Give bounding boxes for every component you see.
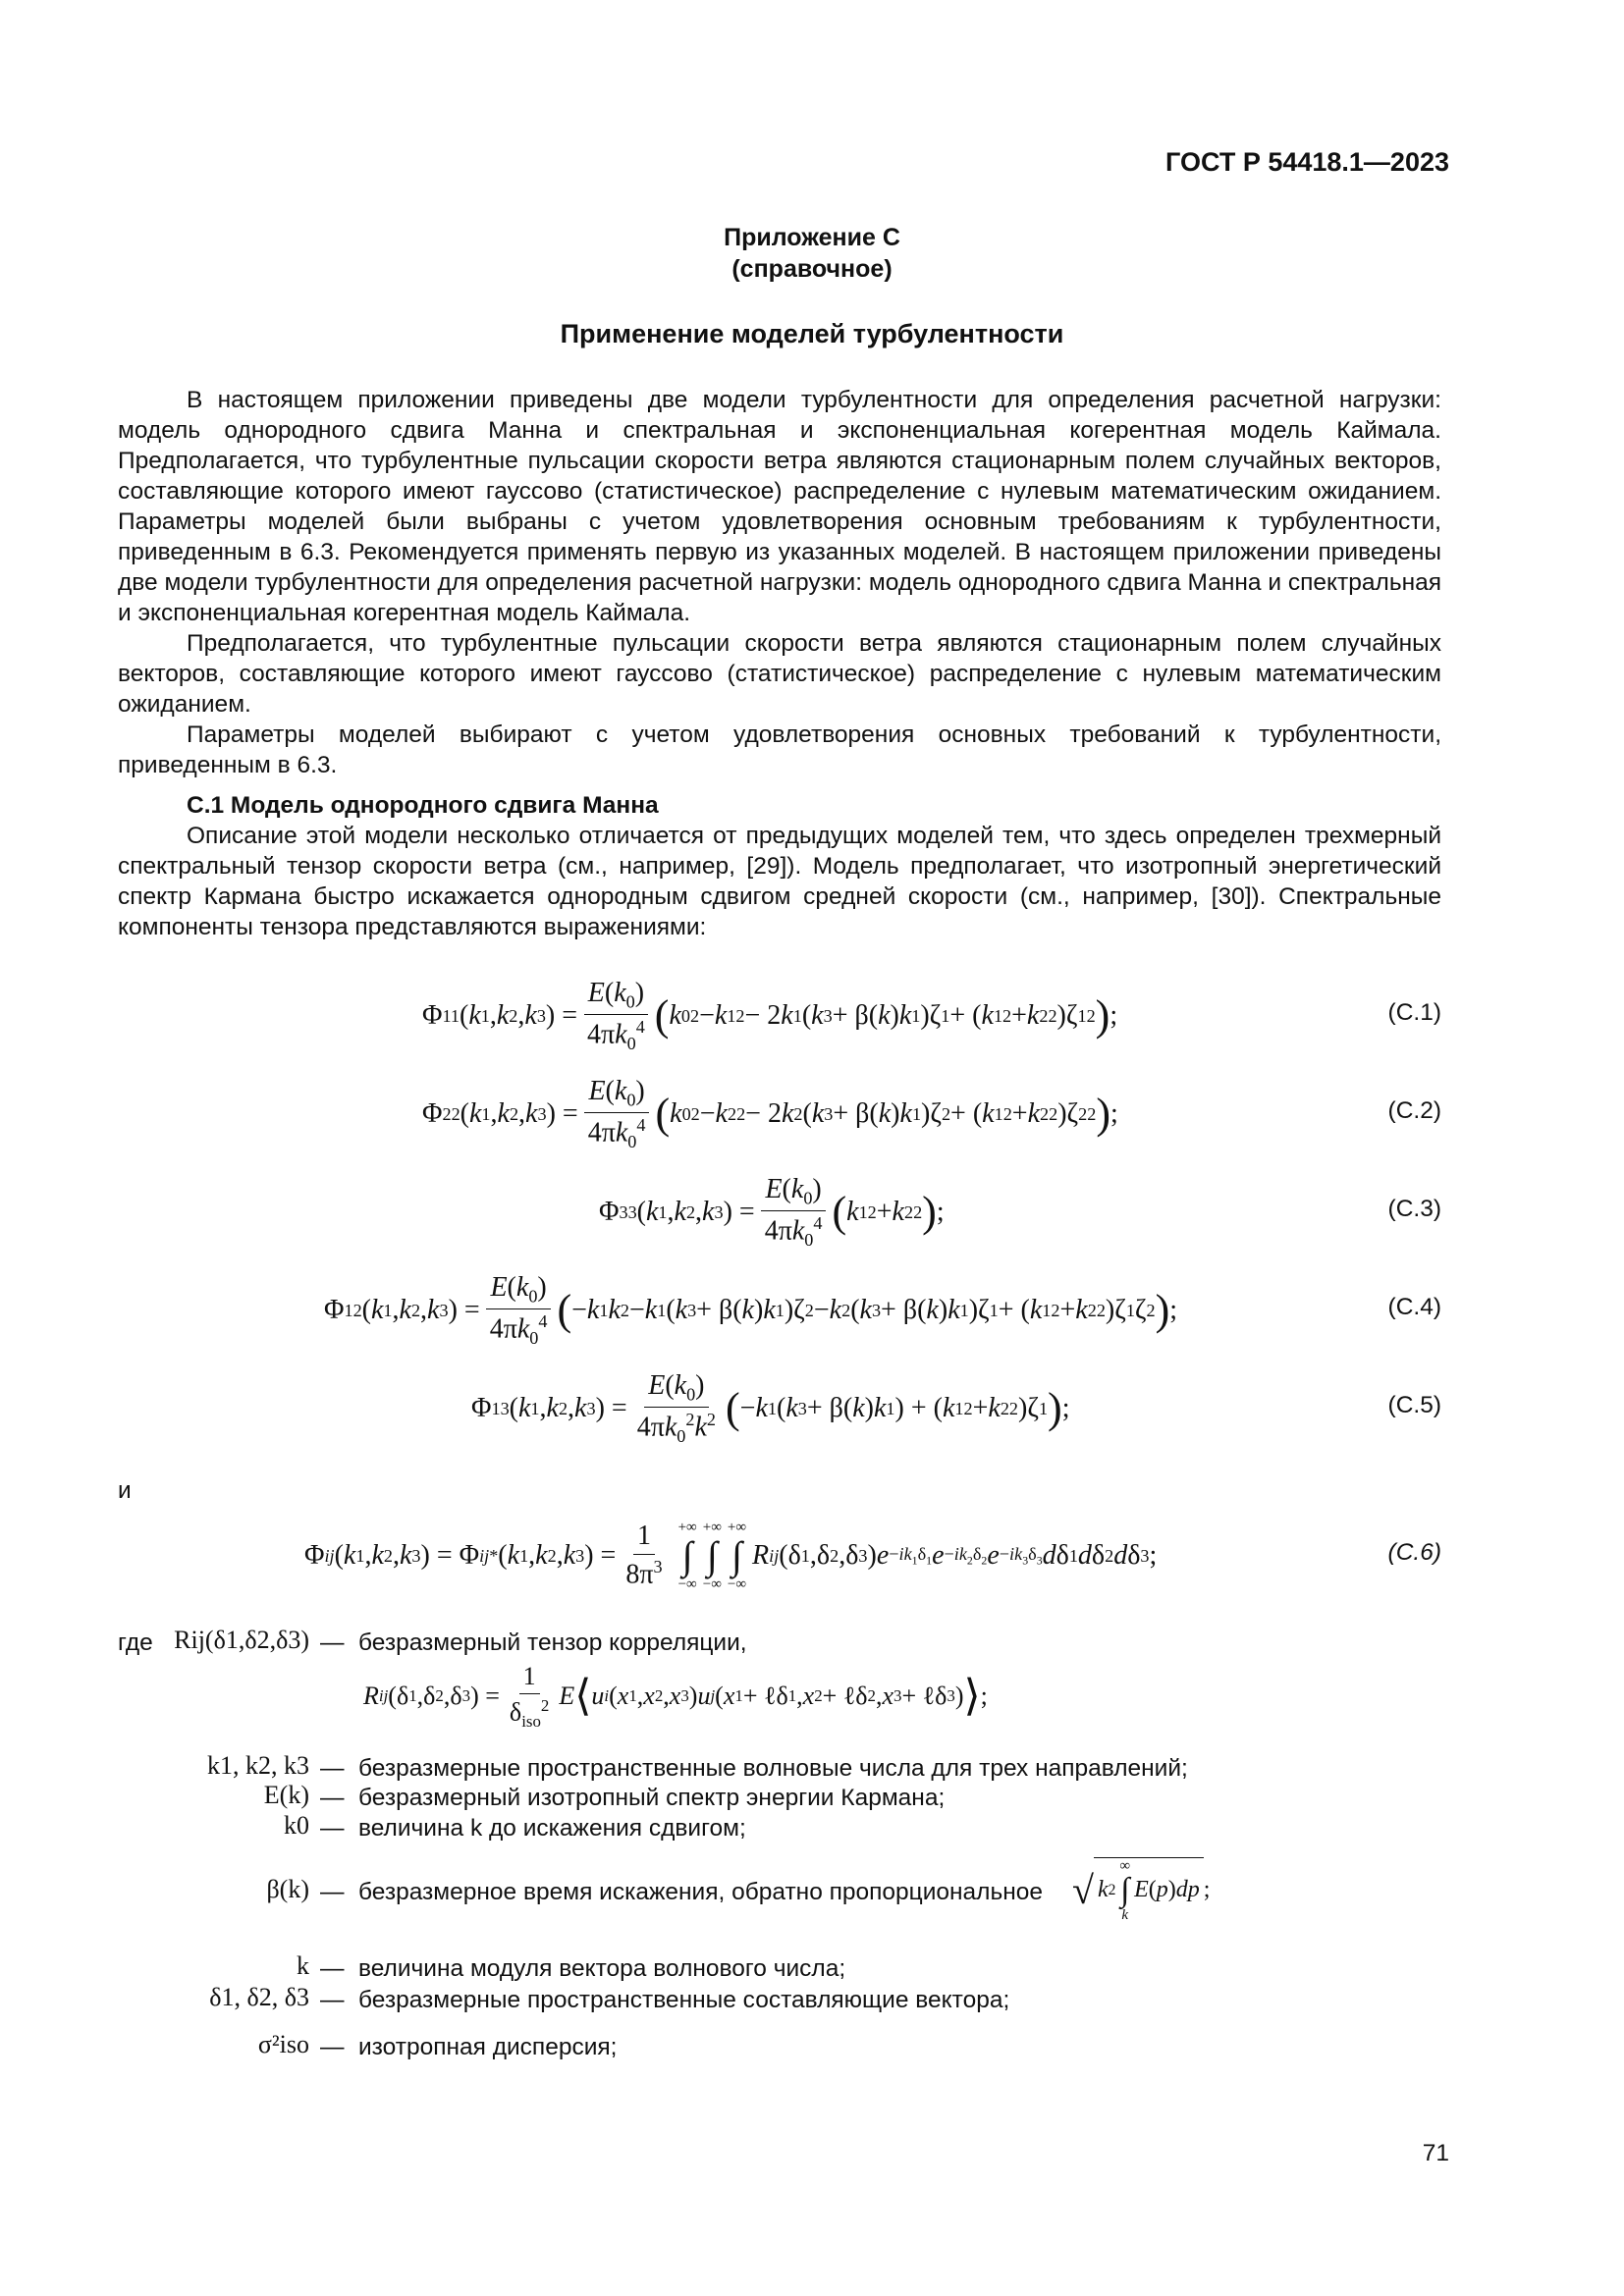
def-text: изотропная дисперсия; — [358, 2034, 618, 2060]
paragraph: В настоящем приложении приведены две модели турбулентности для определения расчетной нагрузки: модель однородного сдвига Манна и спектральная и экспоненциальная когерентная модель Каймала. Предполагается, что турбулентные пульсации скорости ветра являются стационарным полем случайных векторов, составляющие которого имеют гауссово (статистическое) распределение с нулевым математическим ожиданием. Параметры моделей были выбраны с учетом удовлетворения основным требованиям к турбулентности, приведенным в 6.3. Рекомендуется применять первую из указанных моделей. В настоящем приложении приведены две модели турбулентности для определения расчетной нагрузки: модель однородного сдвига Манна и спектральная и экспоненциальная когерентная модель Каймала. — [118, 387, 1441, 626]
def-dash: — — [320, 1879, 345, 1905]
page-number: 71 — [1422, 2140, 1449, 2166]
equation-c5: Φ 13 ( k 1 , k 2 , k 3 ) = $\frac{E(k_0)}{4\pi k_0^2k^2}$ ( − k 1 ( k 3 + β( k ) k 1 ) + ( k 1 2 + k 2 2 )ζ 1 ) ; (С.5) — [471, 1369, 1441, 1447]
def-text: безразмерное время искажения, обратно пропорциональное — [358, 1879, 1044, 1905]
def-symbol: δ1, δ2, δ3 — [209, 1983, 309, 2011]
equation-c2: Φ 22 ( k 1 , k 2 , k 3 ) = $\frac{E(k_0)}{4\pi k_0^4}$ ( k 0 2 − k 2 2 − 2 k 2 ( k 3 + β( k ) k 1 )ζ 2 + ( k 1 2 + k 2 2 )ζ 2 2 ) ; (С.2) — [422, 1075, 1441, 1152]
def-dash: — — [320, 1815, 345, 1842]
def-dash: — — [320, 1755, 345, 1782]
equation-number: (С.2) — [1387, 1097, 1441, 1124]
def-dash: — — [320, 1987, 345, 2013]
appendix-type: (справочное) — [731, 255, 893, 283]
equation-c6: Φ ij ( k 1 , k 2 , k 3 ) = Φ ij * ( k 1 , k 2 , k 3 ) = $\frac{1}{8\pi^3}$ +∞ ∫ −∞ +∞ ∫ −∞ +∞ ∫ −∞ R ij (δ 1 ,δ 2 ,δ 3 ) e $-ik_1\delta_1$ e $-ik_2\delta_2$ e $-ik_3\delta_3$ d δ 1 d δ 2 d δ 3 ; (С.6) — [304, 1520, 1441, 1592]
def-text: величина k до искажения сдвигом; — [358, 1815, 746, 1842]
equation-number: (С.3) — [1387, 1196, 1441, 1222]
section-heading: С.1 Модель однородного сдвига Манна — [187, 792, 659, 819]
equation-c1: Φ 11 ( k 1 , k 2 , k 3 ) = $\frac{E(k_0)}{4\pi k_0^4}$ ( k 0 2 − k 1 2 − 2 k 1 ( k 3 + β( k ) k 1 )ζ 1 + ( k 1 2 + k 2 2 )ζ 1 2 ) ; (С.1) — [422, 977, 1441, 1054]
def-text: безразмерный тензор корреляции, — [358, 1629, 747, 1656]
equation-number: (С.6) — [1387, 1539, 1441, 1566]
def-symbol: k0 — [284, 1811, 309, 1840]
def-dash: — — [320, 1955, 345, 1982]
def-symbol: σ²iso — [257, 2030, 309, 2058]
paragraph: Описание этой модели несколько отличается от предыдущих моделей тем, что здесь определен трехмерный спектральный тензор скорости ветра (см., например, [29]). Модель предполагает, что изотропный энергетический спектр Кармана быстро искажается однородным сдвигом средней скорости (см., например, [30]). Спектральные компоненты тензора представляются выражениями: — [118, 823, 1441, 940]
beta-sqrt-formula: √ k 2 ∞ ∫ k E ( p ) dp ; — [1072, 1857, 1211, 1923]
def-text: величина модуля вектора волнового числа; — [358, 1955, 846, 1982]
def-symbol: E(k) — [263, 1781, 309, 1809]
def-text: безразмерный изотропный спектр энергии Кармана; — [358, 1785, 946, 1811]
def-text: безразмерные пространственные составляющие вектора; — [358, 1987, 1010, 2013]
equation-c4: Φ 12 ( k 1 , k 2 , k 3 ) = $\frac{E(k_0)}{4\pi k_0^4}$ ( − k 1 k 2 − k 1 ( k 3 + β( k ) k 1 )ζ 2 − k 2 ( k 3 + β( k ) k 1 )ζ 1 + ( k 1 2 + k 2 2 )ζ 1 ζ 2 ) ; (С.4) — [324, 1271, 1441, 1349]
standard-number: ГОСТ Р 54418.1—2023 — [1165, 147, 1449, 177]
def-symbol: k1, k2, k3 — [207, 1751, 309, 1780]
appendix-title: Приложение С — [724, 224, 900, 251]
def-dash: — — [320, 1785, 345, 1811]
correlation-formula: R ij (δ 1 ,δ 2 ,δ 3 ) = $\frac{1}{\delta_{iso}^2}$ E ⟨ u i ( x 1 , x 2 , x 3 ) u j ( x 1 + ℓδ 1 , x 2 + ℓδ 2 , x 3 + ℓδ 3 ) ⟩ ; — [363, 1661, 988, 1731]
equation-number: (С.5) — [1387, 1392, 1441, 1418]
equation-c3: Φ 33 ( k 1 , k 2 , k 3 ) = $\frac{E(k_0)}{4\pi k_0^4}$ ( k 1 2 + k 2 2 ) ; (С.3) — [599, 1173, 1441, 1251]
and-word: и — [118, 1477, 132, 1504]
def-symbol: k — [297, 1951, 309, 1980]
appendix-heading: Применение моделей турбулентности — [560, 319, 1064, 348]
paragraph: Предполагается, что турбулентные пульсации скорости ветра являются стационарным полем случайных векторов, составляющие которого имеют гауссово (статистическое) распределение с нулевым математическим ожиданием. — [118, 630, 1441, 718]
equation-number: (С.1) — [1387, 999, 1441, 1026]
def-text: безразмерные пространственные волновые числа для трех направлений; — [358, 1755, 1188, 1782]
equation-number: (С.4) — [1387, 1294, 1441, 1320]
def-dash: — — [320, 1629, 345, 1656]
intro-text — [118, 385, 1441, 942]
def-dash: — — [320, 2034, 345, 2060]
def-symbol: β(k) — [266, 1875, 309, 1903]
where-word: где — [118, 1629, 153, 1656]
paragraph: Параметры моделей выбирают с учетом удовлетворения основных требований к турбулентности, приведенным в 6.3. — [118, 721, 1441, 778]
def-symbol: Rij(δ1,δ2,δ3) — [174, 1626, 309, 1654]
